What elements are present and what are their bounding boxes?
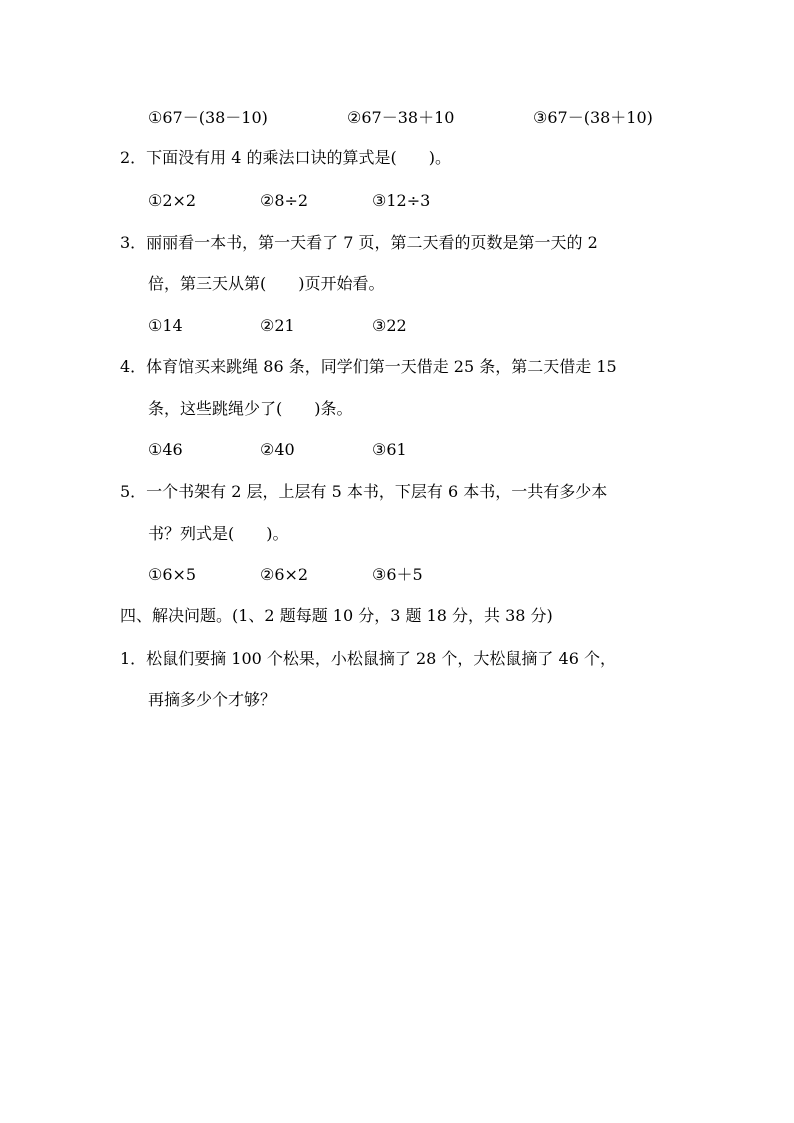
q1-option-2: ②67－38＋10 — [347, 108, 455, 127]
q3-stem-line1: 3．丽丽看一本书，第一天看了 7 页，第二天看的页数是第一天的 2 — [120, 233, 598, 252]
q4-option-1: ①46 — [148, 440, 183, 459]
q3-option-3: ③22 — [372, 316, 407, 335]
problem-1-line1: 1．松鼠们要摘 100 个松果，小松鼠摘了 28 个，大松鼠摘了 46 个， — [120, 649, 616, 668]
q5-option-2: ②6×2 — [260, 565, 309, 584]
q2-option-2: ②8÷2 — [260, 191, 309, 210]
q5-option-3: ③6＋5 — [372, 565, 423, 584]
q5-stem-line2: 书？列式是( )。 — [148, 524, 289, 543]
q2-stem: 2．下面没有用 4 的乘法口诀的算式是( )。 — [120, 148, 452, 167]
q5-option-1: ①6×5 — [148, 565, 197, 584]
q1-option-3: ③67－(38＋10) — [533, 108, 653, 127]
q2-option-3: ③12÷3 — [372, 191, 431, 210]
answer-area — [120, 730, 680, 1090]
q3-stem-line2: 倍，第三天从第( )页开始看。 — [148, 274, 385, 293]
problem-1-line2: 再摘多少个才够？ — [148, 690, 277, 709]
section-heading: 四、解决问题。(1、2 题每题 10 分，3 题 18 分，共 38 分) — [120, 606, 553, 625]
q4-option-3: ③61 — [372, 440, 407, 459]
q4-option-2: ②40 — [260, 440, 295, 459]
q3-option-1: ①14 — [148, 316, 183, 335]
q2-option-1: ①2×2 — [148, 191, 197, 210]
q3-option-2: ②21 — [260, 316, 295, 335]
q4-stem-line1: 4．体育馆买来跳绳 86 条，同学们第一天借走 25 条，第二天借走 15 — [120, 357, 617, 376]
q1-option-1: ①67－(38－10) — [148, 108, 268, 127]
q5-stem-line1: 5．一个书架有 2 层，上层有 5 本书，下层有 6 本书，一共有多少本 — [120, 482, 608, 501]
q4-stem-line2: 条，这些跳绳少了( )条。 — [148, 399, 353, 418]
